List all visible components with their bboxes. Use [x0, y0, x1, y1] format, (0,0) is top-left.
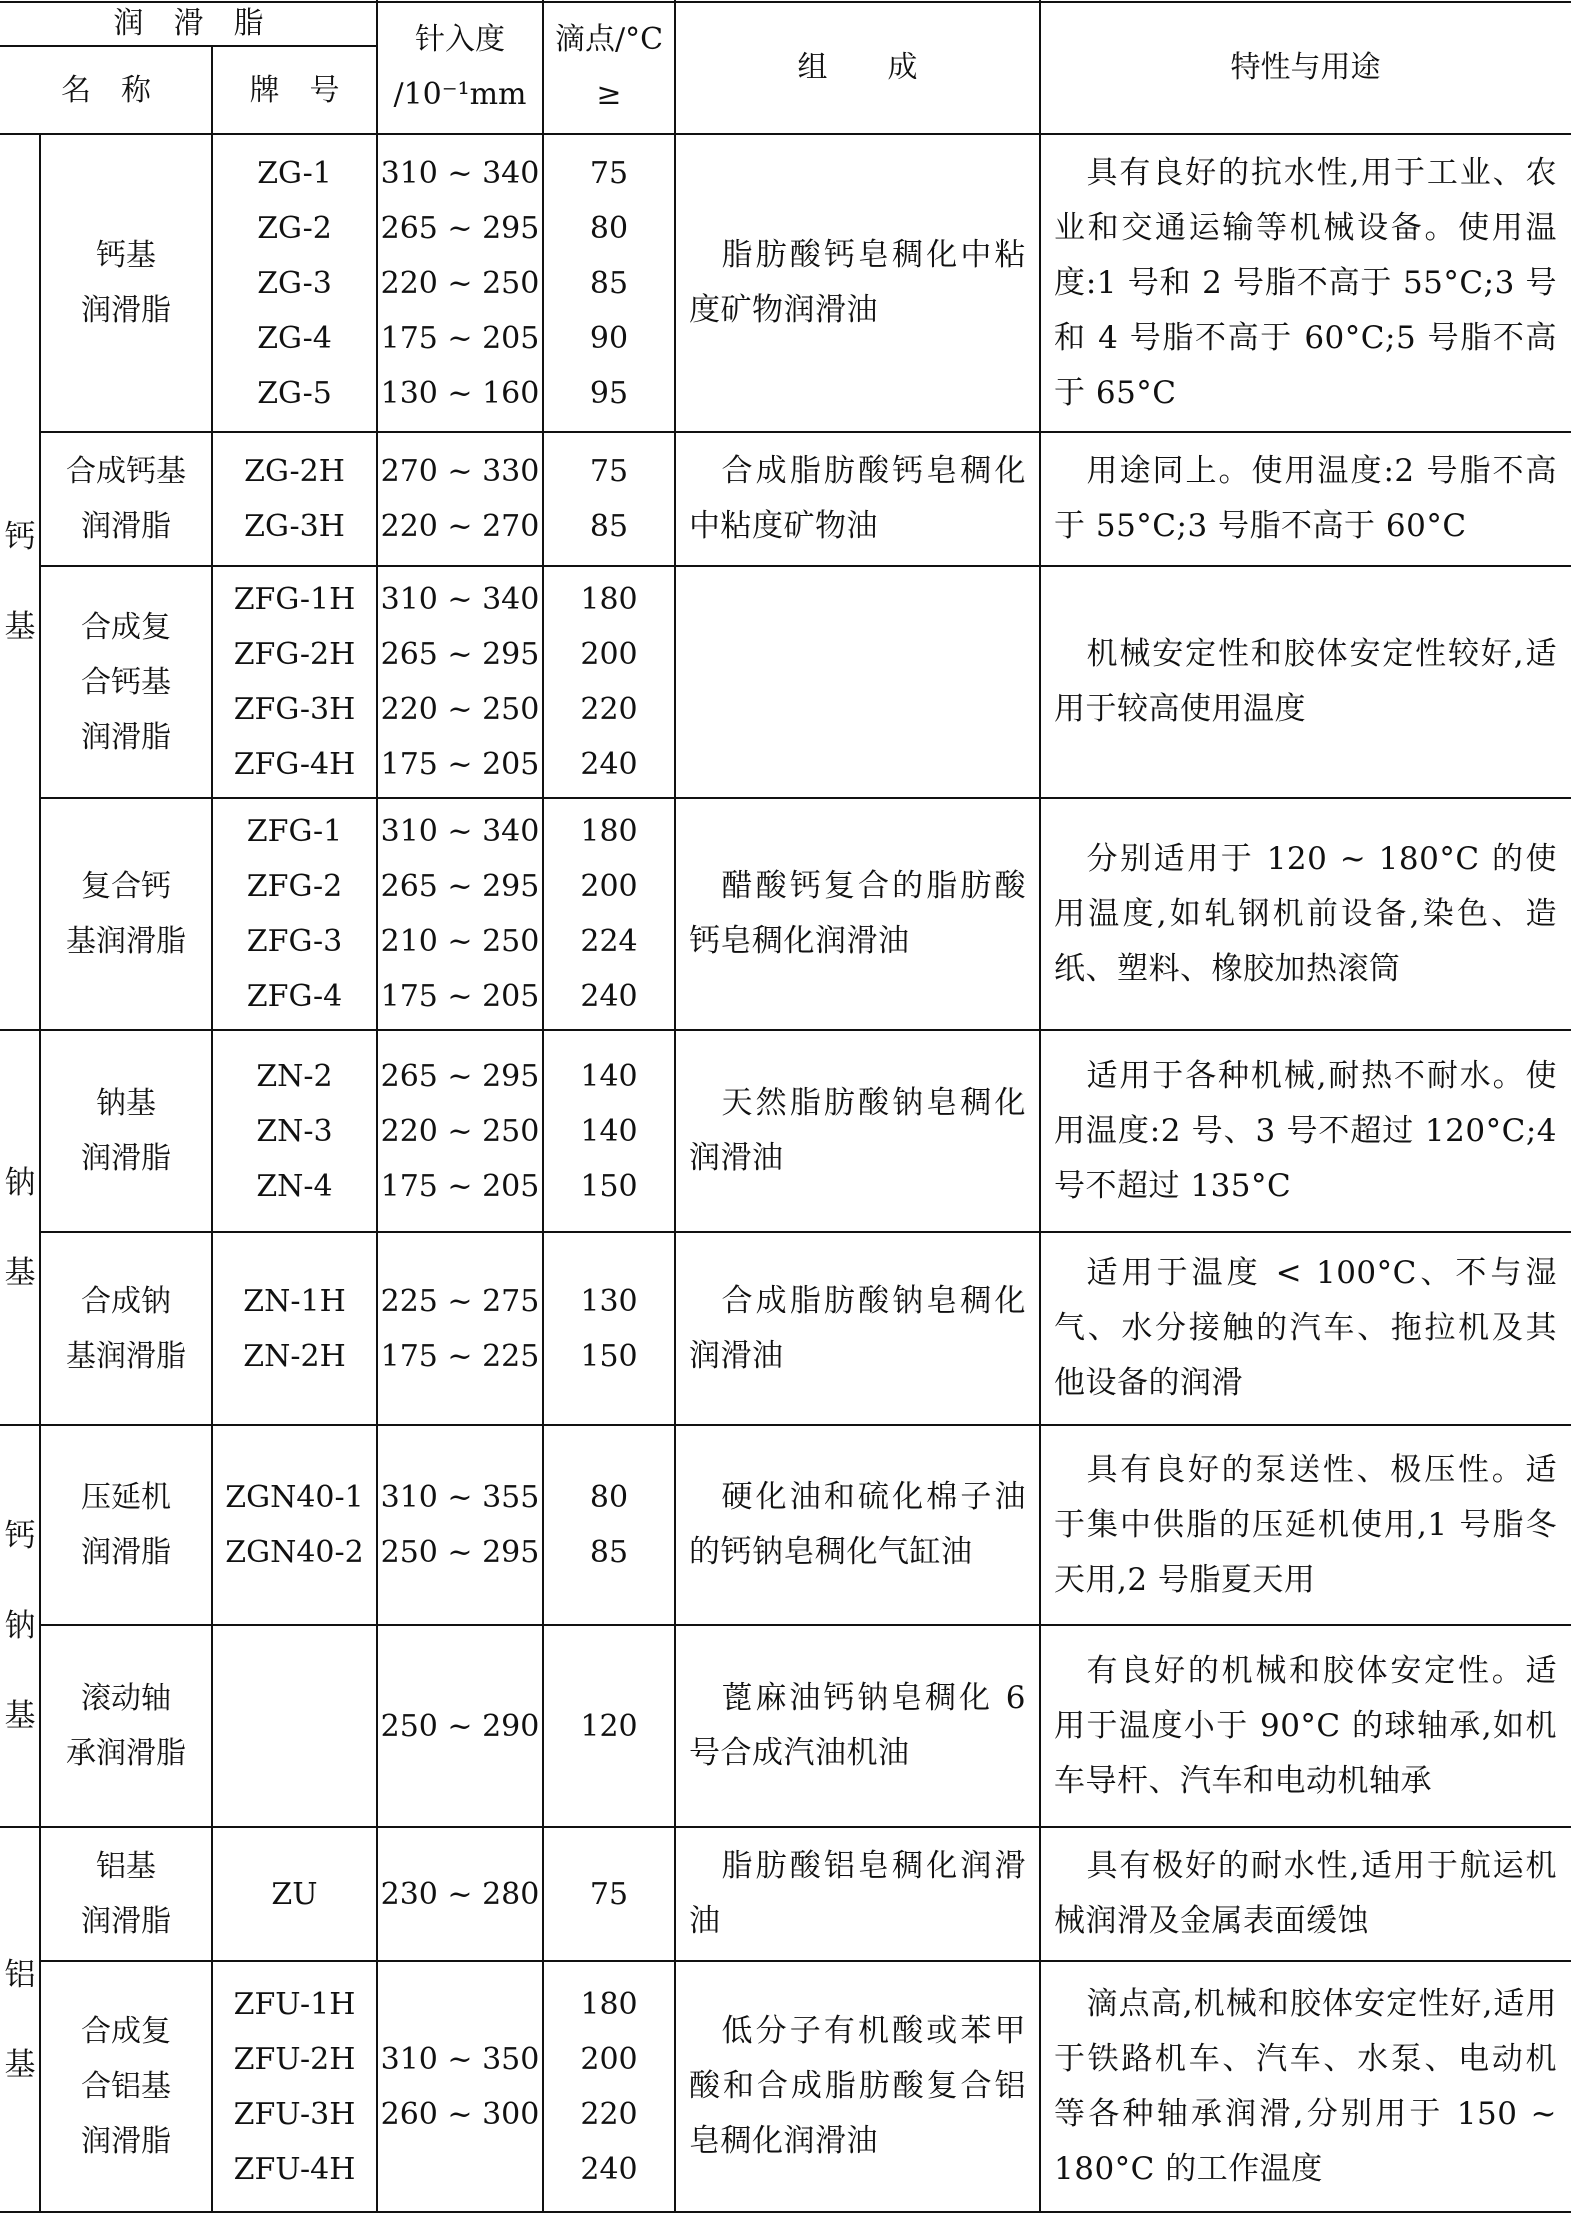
grade-list-line: ZGN40-2 — [225, 1535, 364, 1570]
grade-list-line: ZFG-2 — [246, 869, 343, 904]
penetration-list-line: 220 ~ 250 — [380, 1113, 540, 1149]
grease-name-line: 钠基 — [96, 1086, 156, 1121]
group-label-char: 基 — [4, 2046, 36, 2083]
header-usage: 特性与用途 — [1230, 49, 1381, 85]
header-dropping-line: ≥ — [596, 77, 622, 112]
usage-text — [1054, 574, 1557, 790]
usage-paragraph: 具有良好的抗水性,用于工业、农业和交通运输等机械设备。使用温度:1 号和 2 号脂不高于 55°C;3 号和 4 号脂不高于 60°C;5 号脂不高于 65°C — [1054, 154, 1557, 411]
penetration-list-line: 310 ~ 340 — [380, 582, 540, 617]
grade-list-line: ZG-1 — [257, 155, 332, 191]
penetration-list-line: 310 ~ 340 — [380, 814, 540, 849]
grade-list-line: ZN-4 — [256, 1168, 333, 1204]
composition-paragraph: 脂肪酸钙皂稠化中粘度矿物润滑油 — [689, 237, 1026, 328]
group-rule — [0, 1826, 1571, 1828]
grade-list-line: ZFG-3H — [233, 692, 356, 727]
group-label — [0, 1425, 40, 1827]
composition-text — [689, 146, 1026, 420]
dropping-point-list-line: 180 — [580, 814, 638, 849]
column-rule — [39, 134, 41, 2212]
dropping-point-list-line: 240 — [580, 747, 638, 782]
penetration-list-line: 310 ~ 340 — [380, 155, 540, 191]
grade-list — [212, 134, 377, 432]
dropping-point-list-line: 140 — [580, 1113, 638, 1149]
composition-text — [689, 1839, 1026, 1949]
penetration-list-line: 260 ~ 300 — [380, 2096, 540, 2132]
composition-text — [689, 810, 1026, 1018]
group-label-char: 基 — [4, 1254, 36, 1291]
group-label-char: 钠 — [4, 1608, 36, 1644]
usage-paragraph: 滴点高,机械和胶体安定性好,适用于铁路机车、汽车、水泵、电动机等各种轴承润滑,分别用于 150 ~ 180°C 的工作温度 — [1054, 1985, 1568, 2187]
group-label — [0, 1030, 40, 1425]
composition-text — [689, 444, 1026, 554]
dropping-point-list — [543, 798, 675, 1030]
grease-name — [40, 1625, 212, 1827]
row-rule — [40, 431, 1571, 433]
header-name: 名 称 — [61, 72, 151, 108]
grade-list-line: ZG-4 — [257, 320, 332, 356]
grade-list-line: ZFU-1H — [233, 1986, 356, 2022]
usage-text — [1054, 142, 1557, 424]
grade-list — [212, 1030, 377, 1232]
composition-paragraph: 合成脂肪酸钙皂稠化中粘度矿物油 — [689, 453, 1026, 544]
penetration-list-line: 220 ~ 250 — [380, 692, 540, 727]
grade-list-line: ZN-2H — [243, 1338, 346, 1374]
grade-list — [212, 1232, 377, 1425]
grade-list — [212, 1961, 377, 2212]
dropping-point-list — [543, 1827, 675, 1961]
grade-list-line: ZFG-3 — [246, 924, 343, 959]
grade-list-line: ZGN40-1 — [225, 1480, 364, 1515]
grease-name-line: 基润滑脂 — [66, 1338, 186, 1374]
grade-list — [212, 798, 377, 1030]
usage-text — [1054, 1835, 1557, 1953]
grease-name-line: 承润滑脂 — [66, 1736, 186, 1771]
group-label — [0, 1827, 40, 2212]
penetration-list-line: 310 ~ 350 — [380, 2041, 540, 2077]
grade-list-line: ZU — [271, 1876, 318, 1912]
penetration-list-line: 230 ~ 280 — [380, 1876, 540, 1912]
grade-list-line: ZFG-4H — [233, 747, 356, 782]
usage-text — [1054, 806, 1557, 1022]
grade-list-line: ZG-2 — [257, 210, 332, 246]
grease-name — [40, 1232, 212, 1425]
row-rule — [40, 1231, 1571, 1233]
table-top-rule — [0, 1, 1571, 3]
header-penetration-line: /10⁻¹mm — [393, 77, 527, 112]
composition-paragraph: 天然脂肪酸钠皂稠化润滑油 — [689, 1085, 1026, 1176]
penetration-list-line: 265 ~ 295 — [380, 1058, 540, 1094]
grease-name — [40, 798, 212, 1030]
grease-name-line: 复合钙 — [81, 869, 171, 904]
grade-list — [212, 432, 377, 566]
dropping-point-list-line: 80 — [589, 1480, 629, 1515]
grade-list-line: ZG-5 — [257, 375, 332, 411]
group-rule — [0, 1029, 1571, 1031]
grease-name — [40, 1961, 212, 2212]
dropping-point-list-line: 130 — [580, 1283, 638, 1319]
penetration-list-line: 175 ~ 225 — [380, 1338, 540, 1374]
grade-list-line: ZFG-1H — [233, 582, 356, 617]
dropping-point-list — [543, 566, 675, 798]
grease-name-line: 压延机 — [81, 1480, 171, 1515]
penetration-list — [377, 1625, 543, 1827]
grease-name-line: 合成复 — [81, 609, 171, 645]
penetration-list — [377, 566, 543, 798]
group-label-char: 基 — [4, 609, 36, 645]
header-sub-rule — [0, 45, 377, 47]
column-rule — [211, 46, 213, 2212]
composition-paragraph: 硬化油和硫化棉子油的钙钠皂稠化气缸油 — [689, 1479, 1026, 1570]
dropping-point-list-line: 220 — [580, 692, 638, 727]
dropping-point-list — [543, 1030, 675, 1232]
column-rule — [674, 0, 676, 2212]
dropping-point-list-line: 120 — [580, 1708, 638, 1744]
grease-name-line: 合成钠 — [81, 1283, 171, 1319]
dropping-point-list-line: 140 — [580, 1058, 638, 1094]
penetration-list — [377, 432, 543, 566]
grease-name — [40, 134, 212, 432]
header-dropping-point — [543, 0, 675, 134]
composition-text — [689, 1637, 1037, 1815]
grease-name — [40, 1030, 212, 1232]
penetration-list — [377, 1961, 543, 2212]
grade-list-line: ZN-2 — [256, 1058, 333, 1094]
usage-paragraph: 具有良好的泵送性、极压性。适于集中供脂的压延机使用,1 号脂冬天用,2 号脂夏天用 — [1054, 1451, 1557, 1598]
grease-name-line: 合铝基 — [81, 2069, 171, 2104]
dropping-point-list-line: 75 — [589, 155, 629, 191]
penetration-list-line: 175 ~ 205 — [380, 320, 540, 356]
row-rule — [40, 565, 1571, 567]
grease-name — [40, 432, 212, 566]
composition-paragraph: 蓖麻油钙钠皂稠化 6 号合成汽油机油 — [689, 1680, 1037, 1771]
penetration-list — [377, 1232, 543, 1425]
dropping-point-list-line: 75 — [589, 1876, 629, 1912]
grade-list-line: ZFU-4H — [233, 2151, 356, 2187]
grease-name-line: 润滑脂 — [81, 2124, 171, 2159]
composition-paragraph: 醋酸钙复合的脂肪酸钙皂稠化润滑油 — [689, 868, 1026, 959]
grade-list — [212, 1425, 377, 1625]
dropping-point-list-line: 224 — [580, 924, 638, 959]
usage-paragraph: 适用于各种机械,耐热不耐水。使用温度:2 号、3 号不超过 120°C;4 号不超过 135°C — [1054, 1057, 1568, 1204]
composition-paragraph: 脂肪酸铝皂稠化润滑油 — [689, 1848, 1026, 1939]
penetration-list-line: 175 ~ 205 — [380, 747, 540, 782]
grade-list-line: ZFG-2H — [233, 637, 356, 672]
header-grease: 润 滑 脂 — [113, 5, 264, 41]
grade-list — [212, 566, 377, 798]
dropping-point-list-line: 75 — [589, 454, 629, 489]
penetration-list-line: 210 ~ 250 — [380, 924, 540, 959]
grade-list-line: ZN-3 — [256, 1113, 333, 1149]
dropping-point-list-line: 85 — [589, 509, 629, 544]
grade-list-line: ZFG-1 — [246, 814, 343, 849]
grease-name — [40, 1827, 212, 1961]
usage-paragraph: 分别适用于 120 ~ 180°C 的使用温度,如轧钢机前设备,染色、造纸、塑料、橡胶加热滚筒 — [1054, 840, 1557, 987]
dropping-point-list — [543, 1232, 675, 1425]
group-label-char: 基 — [4, 1698, 36, 1734]
dropping-point-list-line: 220 — [580, 2096, 638, 2132]
composition-paragraph: 低分子有机酸或苯甲酸和合成脂肪酸复合铝皂稠化润滑油 — [689, 2013, 1026, 2159]
grease-name-line: 合成复 — [81, 2014, 171, 2049]
dropping-point-list-line: 240 — [580, 979, 638, 1014]
header-penetration-line: 针入度 — [415, 22, 505, 57]
grease-name-line: 基润滑脂 — [66, 924, 186, 959]
composition-text — [689, 1437, 1026, 1613]
grease-name-line: 滚动轴 — [81, 1681, 171, 1716]
column-rule — [376, 0, 378, 2212]
penetration-list — [377, 1827, 543, 1961]
penetration-list-line: 265 ~ 295 — [380, 637, 540, 672]
column-rule — [1039, 0, 1041, 2212]
penetration-list-line: 250 ~ 290 — [380, 1708, 540, 1744]
penetration-list — [377, 1030, 543, 1232]
row-rule — [40, 1960, 1571, 1962]
usage-text — [1054, 1038, 1568, 1224]
composition-text — [689, 1973, 1026, 2200]
dropping-point-list-line: 80 — [589, 210, 629, 246]
dropping-point-list — [543, 1625, 675, 1827]
grease-name-line: 润滑脂 — [81, 1535, 171, 1570]
grade-list — [212, 1625, 377, 1827]
dropping-point-list-line: 200 — [580, 869, 638, 904]
usage-text — [1054, 1433, 1557, 1617]
header-grade: 牌 号 — [249, 72, 340, 108]
dropping-point-list-line: 200 — [580, 2041, 638, 2077]
dropping-point-list — [543, 1961, 675, 2212]
usage-paragraph: 具有极好的耐水性,适用于航运机械润滑及金属表面缓蚀 — [1054, 1848, 1557, 1939]
grease-name-line: 钙基 — [96, 238, 156, 273]
usage-text — [1054, 1969, 1568, 2204]
dropping-point-list-line: 200 — [580, 637, 638, 672]
dropping-point-list-line: 240 — [580, 2151, 638, 2187]
grease-name-line: 润滑脂 — [81, 719, 171, 755]
header-bottom-rule — [0, 133, 1571, 135]
column-rule — [542, 0, 544, 2212]
grade-list-line: ZFU-2H — [233, 2041, 356, 2077]
grade-list-line: ZN-1H — [243, 1283, 346, 1319]
usage-paragraph: 有良好的机械和胶体安定性。适用于温度小于 90°C 的球轴承,如机车导杆、汽车和电动机轴承 — [1054, 1652, 1557, 1799]
group-rule — [0, 2211, 1571, 2213]
grease-name — [40, 566, 212, 798]
group-label-char: 钙 — [4, 1518, 36, 1554]
group-label-char: 铝 — [4, 1956, 36, 1993]
usage-paragraph: 机械安定性和胶体安定性较好,适用于较高使用温度 — [1054, 636, 1557, 727]
dropping-point-list — [543, 134, 675, 432]
dropping-point-list-line: 180 — [580, 582, 638, 617]
grade-list-line: ZG-2H — [244, 454, 345, 489]
penetration-list-line: 310 ~ 355 — [380, 1480, 540, 1515]
row-rule — [40, 797, 1571, 799]
penetration-list — [377, 1425, 543, 1625]
dropping-point-list-line: 85 — [589, 1535, 629, 1570]
usage-text — [1054, 1240, 1557, 1417]
dropping-point-list-line: 150 — [580, 1338, 638, 1374]
penetration-list-line: 220 ~ 270 — [380, 509, 540, 544]
penetration-list-line: 130 ~ 160 — [380, 375, 540, 411]
header-dropping-line: 滴点/°C — [554, 22, 664, 57]
group-label-char: 钠 — [4, 1164, 36, 1201]
grade-list — [212, 1827, 377, 1961]
composition-text — [689, 578, 1026, 786]
penetration-list-line: 270 ~ 330 — [380, 454, 540, 489]
usage-paragraph: 适用于温度 < 100°C、不与湿气、水分接触的汽车、拖拉机及其他设备的润滑 — [1054, 1255, 1557, 1401]
penetration-list-line: 175 ~ 205 — [380, 1168, 540, 1204]
composition-paragraph: 合成脂肪酸钠皂稠化润滑油 — [689, 1282, 1026, 1374]
dropping-point-list — [543, 1425, 675, 1625]
penetration-list-line: 265 ~ 295 — [380, 210, 540, 246]
usage-paragraph: 用途同上。使用温度:2 号脂不高于 55°C;3 号脂不高于 60°C — [1054, 453, 1557, 544]
composition-text — [689, 1244, 1026, 1413]
dropping-point-list-line: 85 — [589, 265, 629, 301]
group-rule — [0, 1424, 1571, 1426]
grade-list-line: ZG-3H — [244, 509, 345, 544]
grade-list-line: ZFU-3H — [233, 2096, 356, 2132]
dropping-point-list-line: 95 — [589, 375, 629, 411]
penetration-list — [377, 134, 543, 432]
composition-text — [689, 1042, 1026, 1220]
grease-name-line: 润滑脂 — [81, 509, 171, 544]
grease-name-line: 合成钙基 — [66, 454, 186, 489]
dropping-point-list — [543, 432, 675, 566]
usage-text — [1054, 1633, 1557, 1819]
penetration-list-line: 175 ~ 205 — [380, 979, 540, 1014]
usage-text — [1054, 440, 1557, 558]
grease-name-line: 铝基 — [96, 1849, 156, 1884]
dropping-point-list-line: 150 — [580, 1168, 638, 1204]
penetration-list-line: 250 ~ 295 — [380, 1535, 540, 1570]
dropping-point-list-line: 180 — [580, 1986, 638, 2022]
grease-name-line: 润滑脂 — [81, 293, 171, 328]
grade-list-line: ZFG-4 — [246, 979, 343, 1014]
penetration-list-line: 225 ~ 275 — [380, 1283, 540, 1319]
penetration-list-line: 265 ~ 295 — [380, 869, 540, 904]
header-penetration — [377, 0, 543, 134]
grease-name-line: 合钙基 — [81, 664, 171, 700]
grade-list-line: ZG-3 — [257, 265, 332, 301]
group-label-char: 钙 — [4, 519, 36, 555]
grease-name-line: 润滑脂 — [81, 1904, 171, 1939]
header-composition: 组 成 — [797, 49, 918, 85]
grease-name — [40, 1425, 212, 1625]
dropping-point-list-line: 90 — [589, 320, 629, 356]
group-label — [0, 134, 40, 1030]
penetration-list-line: 220 ~ 250 — [380, 265, 540, 301]
row-rule — [40, 1624, 1571, 1626]
grease-name-line: 润滑脂 — [81, 1141, 171, 1176]
penetration-list — [377, 798, 543, 1030]
